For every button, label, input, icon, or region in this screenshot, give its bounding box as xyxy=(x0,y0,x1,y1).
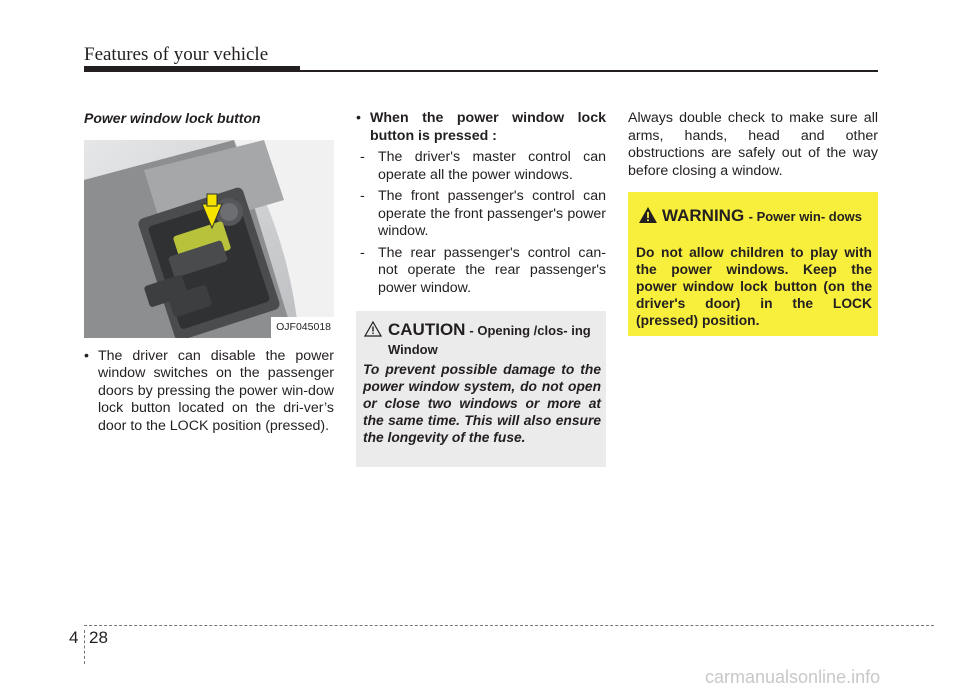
door-panel-illustration xyxy=(84,140,334,338)
section-subheading: Power window lock button xyxy=(84,110,261,126)
bullet-item xyxy=(84,348,334,436)
chapter-number: 4 xyxy=(69,628,79,647)
list-item: - The rear passenger's control can-not operate the rear passenger's power window. xyxy=(360,244,606,296)
bullet-heading: When the power window lock button is pressed : xyxy=(370,110,606,144)
bullet-dot: • xyxy=(84,347,89,364)
caution-subtitle: - Opening /clos- ing Window xyxy=(388,323,591,357)
door-switch-photo xyxy=(84,140,334,338)
warning-title: WARNING xyxy=(662,206,745,225)
warning-body: Do not allow children to play with the power windows. Keep the power window lock button (on the driver's door) in the LOCK (pressed) position. xyxy=(636,245,872,328)
footer-rule xyxy=(84,625,934,626)
list-item: - The driver's master control can operate all the power windows. xyxy=(360,149,606,183)
header-rule-thin xyxy=(300,70,878,72)
warning-box xyxy=(628,192,878,336)
header-rule xyxy=(84,66,300,72)
warning-triangle-icon xyxy=(638,206,658,224)
list-item-text: The rear passenger's control can-not operate the rear passenger's power window. xyxy=(378,244,606,296)
caution-triangle-icon xyxy=(364,321,382,337)
column-left xyxy=(84,110,334,435)
bullet-dot: • xyxy=(356,110,361,126)
caution-body: To prevent possible damage to the power window system, do not open or close two windows or more at the same time. This will also ensure the longevity of the fuse. xyxy=(363,362,601,445)
bullet-item xyxy=(356,110,606,145)
warning-subtitle: - Power win- dows xyxy=(748,209,863,224)
body-paragraph: Always double check to make sure all arms, hands, head and other obstructions are safely out of the way before closing a window. xyxy=(628,110,878,179)
page-number: 28 xyxy=(89,628,108,647)
list-item: - The front passenger's control can operate the front passenger's power window. xyxy=(360,188,606,239)
column-right xyxy=(628,110,878,180)
photo-code: OJF045018 xyxy=(271,317,334,338)
footer-divider xyxy=(84,630,85,664)
page-header-title: Features of your vehicle xyxy=(84,44,269,65)
caution-box xyxy=(356,311,606,467)
list-item-text: The driver's master control can operate all the power windows. xyxy=(378,149,606,183)
bullet-text: The driver can disable the power window switches on the passenger doors by pressing the power win-dow lock button located on the dri-ver’s door to the LOCK position (pressed). xyxy=(98,347,334,434)
caution-title: CAUTION xyxy=(388,320,466,339)
list-item-text: The front passenger's control can operate the front passenger's power window. xyxy=(378,188,606,239)
column-middle xyxy=(356,110,606,467)
watermark: carmanualsonline.info xyxy=(705,667,881,687)
